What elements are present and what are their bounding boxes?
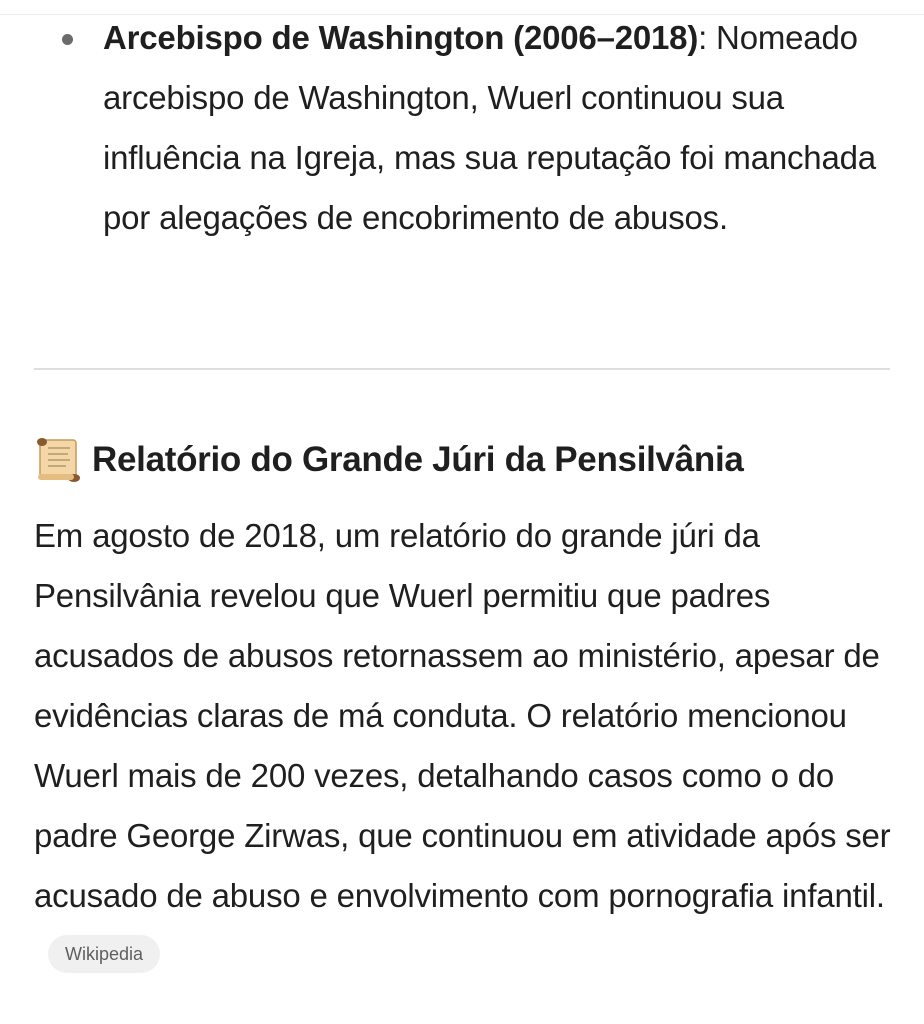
bullet-list — [0, 8, 924, 248]
bullet-dot — [62, 34, 73, 45]
section-body — [34, 506, 894, 986]
list-item — [0, 8, 924, 248]
section-body-text: Em agosto de 2018, um relatório do grande júri da Pensilvânia revelou que Wuerl permitiu que padres acusados de abusos retornassem ao ministério, apesar de evidências claras de má conduta. O relatório mencionou Wuerl mais de 200 vezes, detalhando casos como o do padre George Zirwas, que continuou em atividade após ser acusado de abuso e envolvimento com pornografia infantil. — [34, 517, 891, 914]
section-divider — [34, 368, 890, 370]
bullet-text: : Nomeado arcebispo de Washington, Wuerl continuou sua influência na Igreja, mas sua reputação foi manchada por alegações de encobrimento de abusos. — [103, 19, 876, 236]
source-chip-wikipedia[interactable]: Wikipedia — [48, 935, 160, 973]
section-heading-text: Relatório do Grande Júri da Pensilvânia — [92, 440, 744, 479]
scroll-icon — [34, 437, 84, 483]
section-heading — [34, 432, 744, 488]
bullet-title: Arcebispo de Washington (2006–2018) — [103, 19, 699, 56]
